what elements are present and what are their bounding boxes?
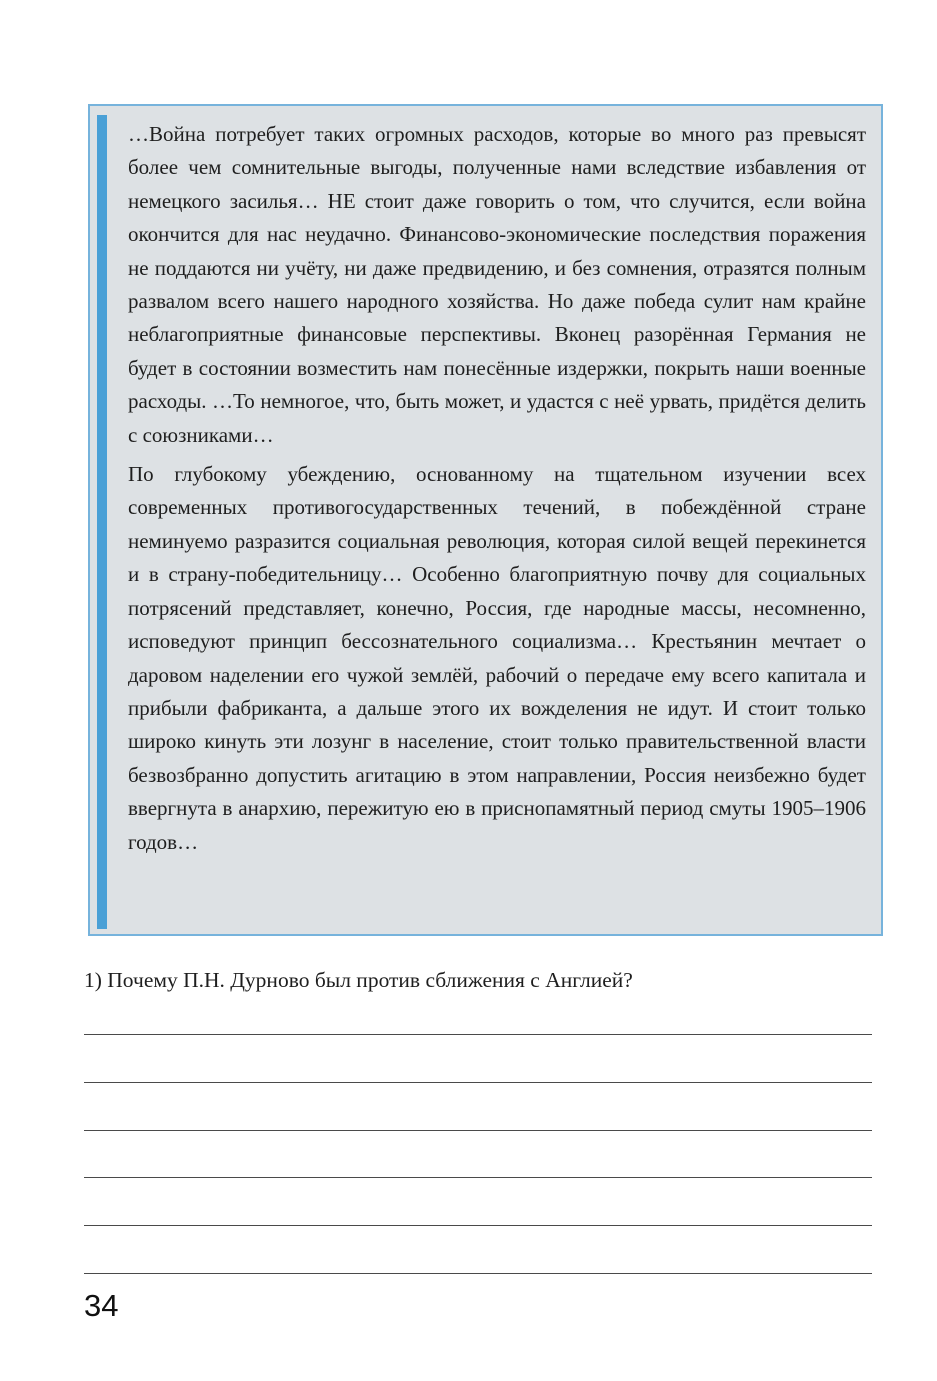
answer-lines bbox=[84, 1034, 872, 1321]
answer-line[interactable] bbox=[84, 1130, 872, 1131]
decorative-chain-border bbox=[96, 115, 108, 929]
page-number: 34 bbox=[84, 1288, 119, 1323]
answer-line[interactable] bbox=[84, 1225, 872, 1226]
answer-line[interactable] bbox=[84, 1177, 872, 1178]
answer-line[interactable] bbox=[84, 1034, 872, 1035]
source-paragraph-2: По глубокому убеждению, основанному на тщательном изучении всех современных противогосударственных течений, в побеждённой стране неминуемо разразится социальная революция, которая силой вещей перекинется и в страну-победительницу… Особенно благоприятную почву для социальных потрясений представляет, конечно, Россия, где народные массы, несомненно, исповедуют принцип бессознательного социализма… Крестьянин мечтает о даровом наделении его чужой землёй, рабочий о передаче ему всего капитала и прибыли фабриканта, а дальше этого их вожделения не идут. И стоит только широко кинуть эти лозунг в население, стоит только правительственной власти безвозбранно допустить агитацию в этом направлении, Россия неизбежно будет ввергнута в анархию, пережитую ею в приснопамятный период смуты 1905–1906 годов… bbox=[128, 462, 866, 854]
source-excerpt-text bbox=[128, 118, 866, 859]
source-paragraph-1: …Война потребует таких огромных расходов, которые во много раз превысят более чем сомнительные выгоды, полученные нами вследствие избавления от немецкого засилья… НЕ стоит даже говорить о том, что случится, если война окончится для нас неудачно. Финансово-экономические последствия поражения не поддаются ни учёту, ни даже предвидению, и без сомнения, отразятся полным развалом всего нашего народного хозяйства. Но даже победа сулит нам крайне неблагоприятные финансовые перспективы. Вконец разорённая Германия не будет в состоянии возместить нам понесённые издержки, покрыть наши военные расходы. …То немногое, что, быть может, и удастся с неё урвать, придётся делить с союзниками… bbox=[128, 122, 866, 447]
answer-line[interactable] bbox=[84, 1082, 872, 1083]
answer-line[interactable] bbox=[84, 1273, 872, 1274]
question-1: 1) Почему П.Н. Дурново был против сближения с Англией? bbox=[84, 968, 633, 992]
source-excerpt-box bbox=[88, 104, 883, 936]
